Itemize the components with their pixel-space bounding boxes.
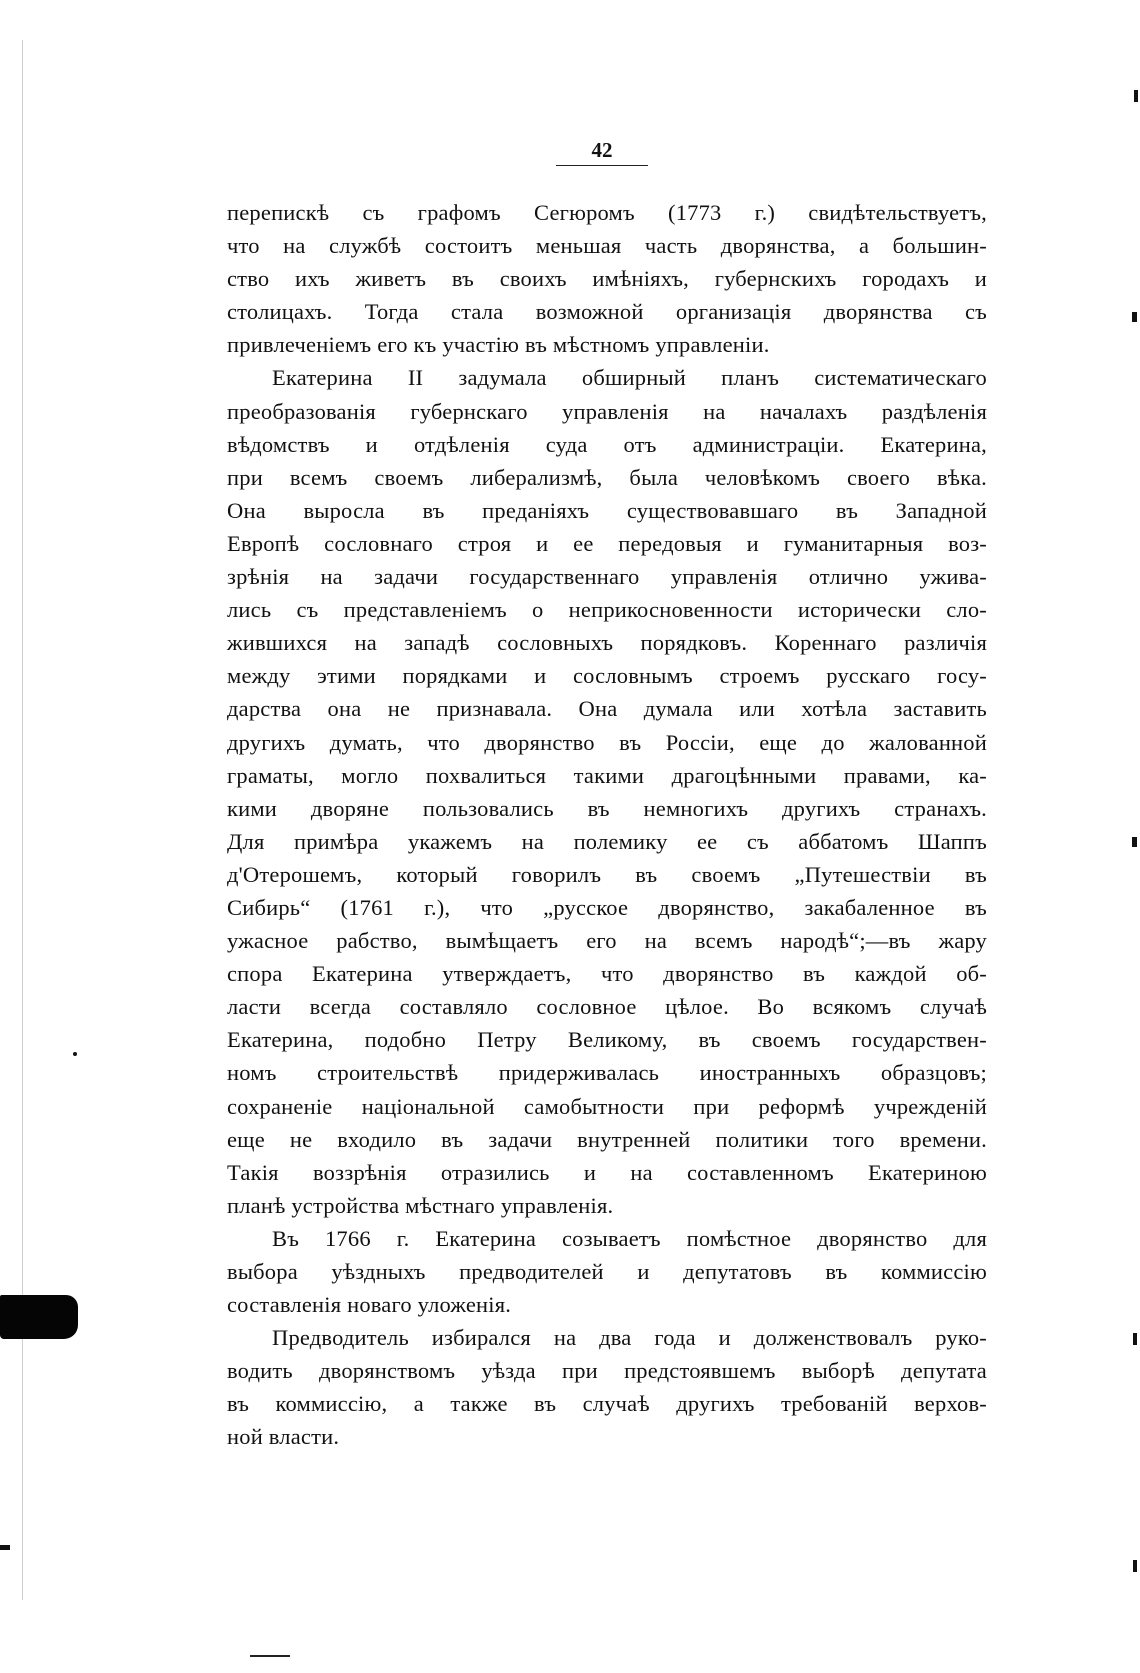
bottom-rule (250, 1655, 290, 1657)
text-line: Екатерина, подобно Петру Великому, въ своемъ государствен- (227, 1027, 987, 1053)
text-line: ужасное рабство, вымѣщаетъ его на всемъ народѣ“;—въ жару (227, 928, 987, 954)
body-text (227, 196, 987, 1454)
text-line: еще не входило въ задачи внутренней политики того времени. (227, 1126, 987, 1152)
paragraph-3 (227, 1222, 987, 1321)
text-line: преобразованія губернскаго управленія на началахъ раздѣленія (227, 398, 987, 424)
text-line: грамaты, могло похвалиться такими драгоцѣнными правами, ка- (227, 762, 987, 788)
text-line: ласти всегда составляло сословное цѣлое. Во всякомъ случаѣ (227, 994, 987, 1020)
margin-mark (73, 1052, 77, 1056)
paragraph-2 (227, 361, 987, 1221)
margin-mark (1133, 1560, 1137, 1572)
margin-mark (1133, 1333, 1137, 1345)
text-line: Для примѣра укажемъ на полемику ее съ аббатомъ Шаппъ (227, 828, 987, 854)
text-line: д'Отерошемъ, который говорилъ въ своемъ „Путешествіи въ (227, 861, 987, 887)
text-line: привлеченіемъ его къ участію въ мѣстномъ управленіи. (227, 332, 770, 358)
text-line: перепискѣ съ графомъ Сегюромъ (1773 г.) свидѣтельствуетъ, (227, 200, 987, 225)
text-line: вѣдомствъ и отдѣленія суда отъ администраціи. Екатерина, (227, 431, 987, 457)
page-number: 42 (591, 138, 613, 162)
text-line: Такія воззрѣнія отразились и на составленномъ Екатериною (227, 1159, 987, 1185)
ink-blot (0, 1295, 78, 1339)
text-line: сохраненіе національной самобытности при реформѣ учрежденій (227, 1093, 987, 1119)
text-line: дарства она не признавала. Она думала или хотѣла заставить (227, 696, 987, 722)
text-line: Екатерина II задумала обширный планъ систематическаго (272, 365, 987, 391)
text-line: Европѣ сословнаго строя и ее передовыя и гуманитарныя воз- (227, 530, 987, 556)
paragraph-1 (227, 196, 987, 361)
text-line: жившихся на западѣ сословныхъ порядковъ. Кореннаго различія (227, 630, 987, 656)
page-number-rule (556, 165, 648, 166)
text-line: Она выросла въ преданіяхъ существовавшаго въ Западной (227, 497, 987, 523)
text-line: въ коммиссію, а также въ случаѣ другихъ требованій верхов- (227, 1391, 987, 1417)
text-line: планѣ устройства мѣстнаго управленія. (227, 1192, 614, 1218)
text-line: что на службѣ состоитъ меньшая часть дворянства, а большин- (227, 233, 987, 259)
margin-mark (0, 1545, 10, 1550)
text-line: Сибирь“ (1761 г.), что „русское дворянство, закабаленное въ (227, 894, 987, 920)
text-line: столицахъ. Тогда стала возможной организація дворянства съ (227, 299, 987, 325)
text-line: выбора уѣздныхъ предводителей и депутатовъ въ коммиссію (227, 1259, 987, 1284)
text-line: номъ строительствѣ придерживалась иностранныхъ образцовъ; (227, 1060, 987, 1086)
text-line: ство ихъ живетъ въ своихъ имѣніяхъ, губернскихъ городахъ и (227, 266, 987, 292)
text-line: зрѣнія на задачи государственнаго управленія отлично ужива- (227, 564, 987, 590)
margin-mark (1132, 837, 1137, 847)
margin-mark (1132, 312, 1137, 322)
text-line: спора Екатерина утверждаетъ, что дворянство въ каждой об- (227, 961, 987, 987)
text-line: при всемъ своемъ либерализмѣ, была человѣкомъ своего вѣка. (227, 464, 987, 490)
text-line: кими дворяне пользовались въ немногихъ другихъ странахъ. (227, 795, 987, 821)
text-line: водить дворянствомъ уѣзда при предстоявшемъ выборѣ депутата (227, 1358, 987, 1384)
text-line: Въ 1766 г. Екатерина созываетъ помѣстное дворянство для (272, 1225, 987, 1251)
text-line: ной власти. (227, 1424, 340, 1450)
text-line: между этими порядками и сословнымъ строемъ русскаго госу- (227, 663, 987, 689)
paragraph-4 (227, 1321, 987, 1453)
text-line: лись съ представленіемъ о неприкосновенности исторически сло- (227, 597, 987, 623)
margin-mark (1134, 90, 1138, 102)
text-line: составленія новаго уложенія. (227, 1292, 512, 1318)
scan-edge (22, 40, 23, 1600)
text-line: Предводитель избирался на два года и долженствовалъ руко- (272, 1325, 987, 1351)
text-line: другихъ думать, что дворянство въ Россіи, еще до жалованной (227, 729, 987, 755)
